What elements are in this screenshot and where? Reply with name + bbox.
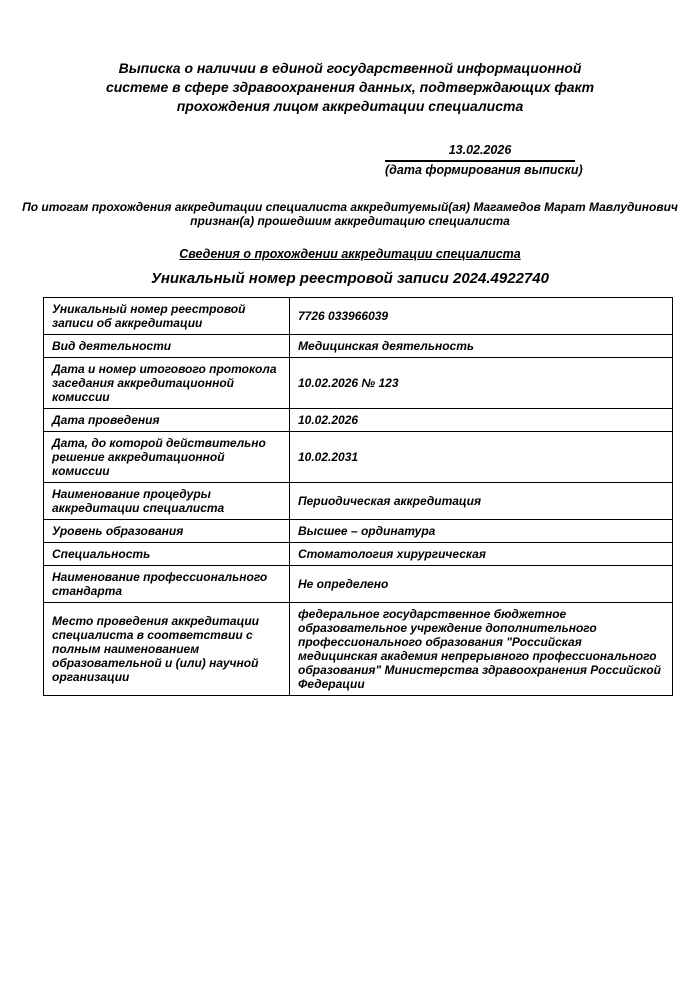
- issue-date-caption: (дата формирования выписки): [385, 163, 583, 177]
- intro-paragraph-line: признан(а) прошедшим аккредитацию специалиста: [190, 213, 510, 228]
- row-value: 7726 033966039: [290, 298, 673, 335]
- accreditation-table: [43, 297, 673, 696]
- table-row: [44, 298, 673, 335]
- row-label: Уровень образования: [44, 520, 290, 543]
- page-title-line: прохождения лицом аккредитации специалиста: [176, 98, 524, 114]
- row-label: Место проведения аккредитации специалиста в соответствии с полным наименованием образовательной и (или) научной организации: [44, 603, 290, 696]
- row-label: Дата проведения: [44, 409, 290, 432]
- row-value: Стоматология хирургическая: [290, 543, 673, 566]
- table-row: [44, 543, 673, 566]
- table-row: [44, 358, 673, 409]
- table-row: [44, 603, 673, 696]
- row-label: Уникальный номер реестровой записи об аккредитации: [44, 298, 290, 335]
- issue-date-block: [385, 143, 583, 177]
- table-row: [44, 520, 673, 543]
- page-title-line: Выписка о наличии в единой государственной информационной: [118, 60, 582, 76]
- page-title-line: системе в сфере здравоохранения данных, подтверждающих факт: [105, 79, 595, 95]
- section-heading: Сведения о прохождении аккредитации специалиста: [179, 247, 521, 261]
- row-value: Медицинская деятельность: [290, 335, 673, 358]
- row-label: Вид деятельности: [44, 335, 290, 358]
- table-row: [44, 483, 673, 520]
- row-value: федеральное государственное бюджетное образовательное учреждение дополнительного профессионального образования "Российская медицинская академия непрерывного профессионального образования" Министерства здравоохранения Российской Федерации: [290, 603, 673, 696]
- row-value: Периодическая аккредитация: [290, 483, 673, 520]
- issue-date: 13.02.2026: [385, 143, 575, 162]
- table-row: [44, 335, 673, 358]
- row-label: Дата и номер итогового протокола заседания аккредитационной комиссии: [44, 358, 290, 409]
- table-row: [44, 432, 673, 483]
- row-label: Наименование профессионального стандарта: [44, 566, 290, 603]
- table-row: [44, 409, 673, 432]
- row-label: Наименование процедуры аккредитации специалиста: [44, 483, 290, 520]
- row-value: 10.02.2026: [290, 409, 673, 432]
- record-number: Уникальный номер реестровой записи 2024.4922740: [151, 270, 549, 287]
- row-value: 10.02.2031: [290, 432, 673, 483]
- row-label: Дата, до которой действительно решение аккредитационной комиссии: [44, 432, 290, 483]
- page-title: [30, 59, 670, 116]
- intro-paragraph-line: По итогам прохождения аккредитации специалиста аккредитуемый(ая) Магамедов Марат Мавлудинович: [22, 200, 678, 214]
- row-value: 10.02.2026 № 123: [290, 358, 673, 409]
- row-value: Высшее – ординатура: [290, 520, 673, 543]
- row-value: Не определено: [290, 566, 673, 603]
- row-label: Специальность: [44, 543, 290, 566]
- table-row: [44, 566, 673, 603]
- intro-paragraph: [0, 201, 700, 228]
